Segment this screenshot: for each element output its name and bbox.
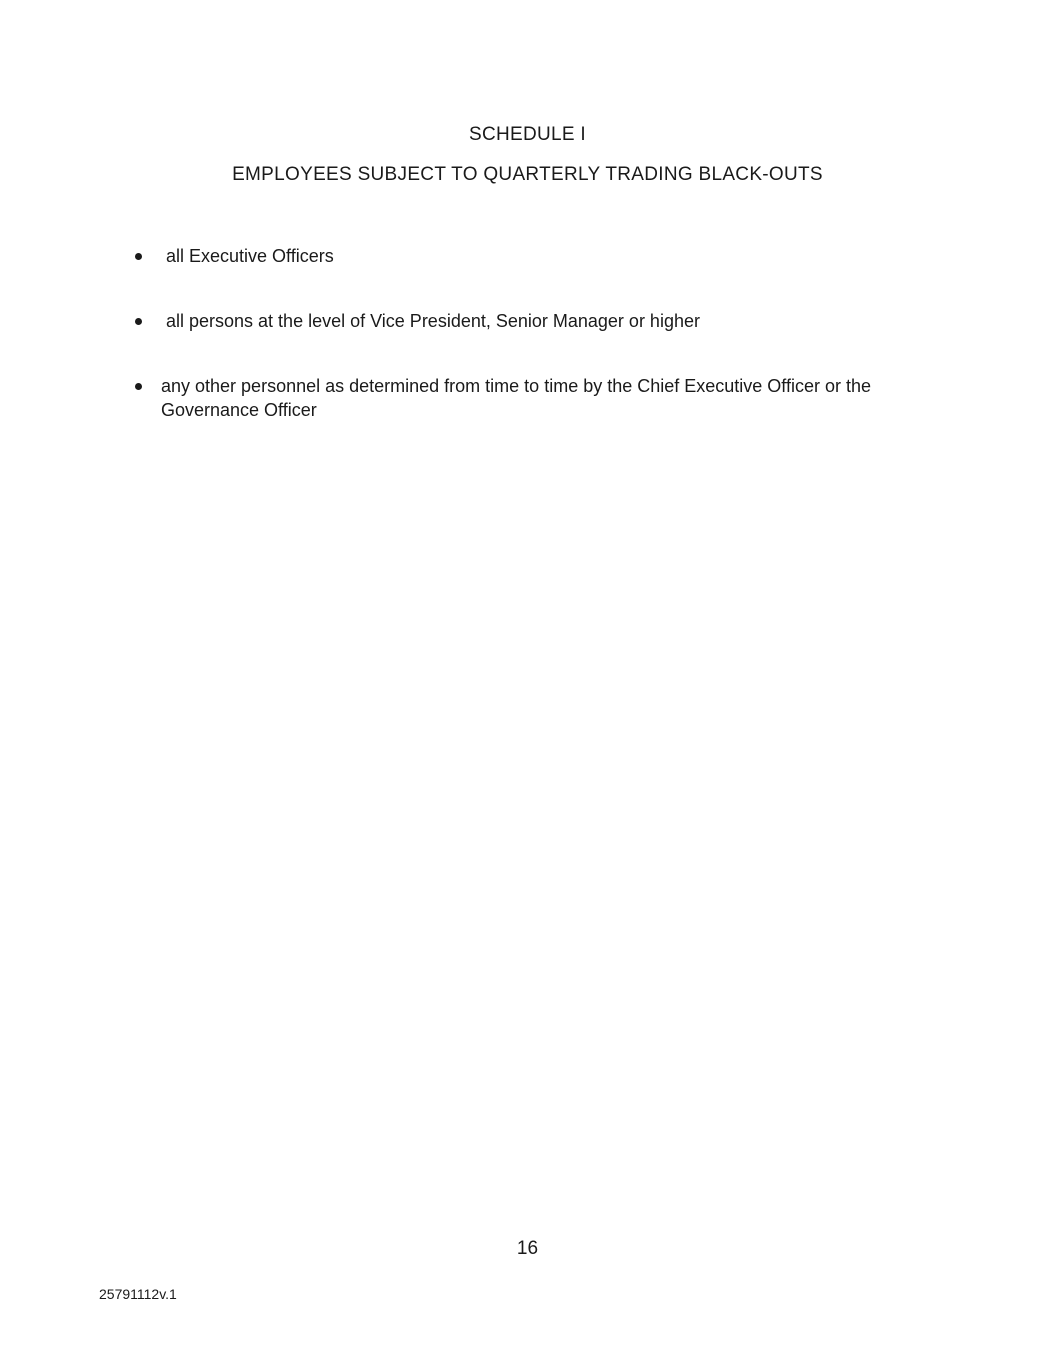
list-item-text: all persons at the level of Vice President, Senior Manager or higher: [166, 311, 700, 331]
list-item-text: any other personnel as determined from time to time by the Chief Executive Officer or the Governance Officer: [161, 376, 872, 420]
list-item-text: all Executive Officers: [166, 246, 334, 266]
list-item: [135, 374, 935, 422]
list-item: [135, 244, 935, 268]
bullet-icon: [135, 318, 142, 325]
bullet-icon: [135, 383, 142, 390]
schedule-title: SCHEDULE I: [468, 124, 587, 145]
list-item: [135, 309, 935, 333]
page-number: 16: [516, 1238, 539, 1259]
document-id: 25791112v.1: [99, 1286, 177, 1302]
employee-bullet-list: [135, 244, 935, 463]
bullet-icon: [135, 253, 142, 260]
schedule-subtitle: EMPLOYEES SUBJECT TO QUARTERLY TRADING BLACK-OUTS: [232, 164, 823, 185]
